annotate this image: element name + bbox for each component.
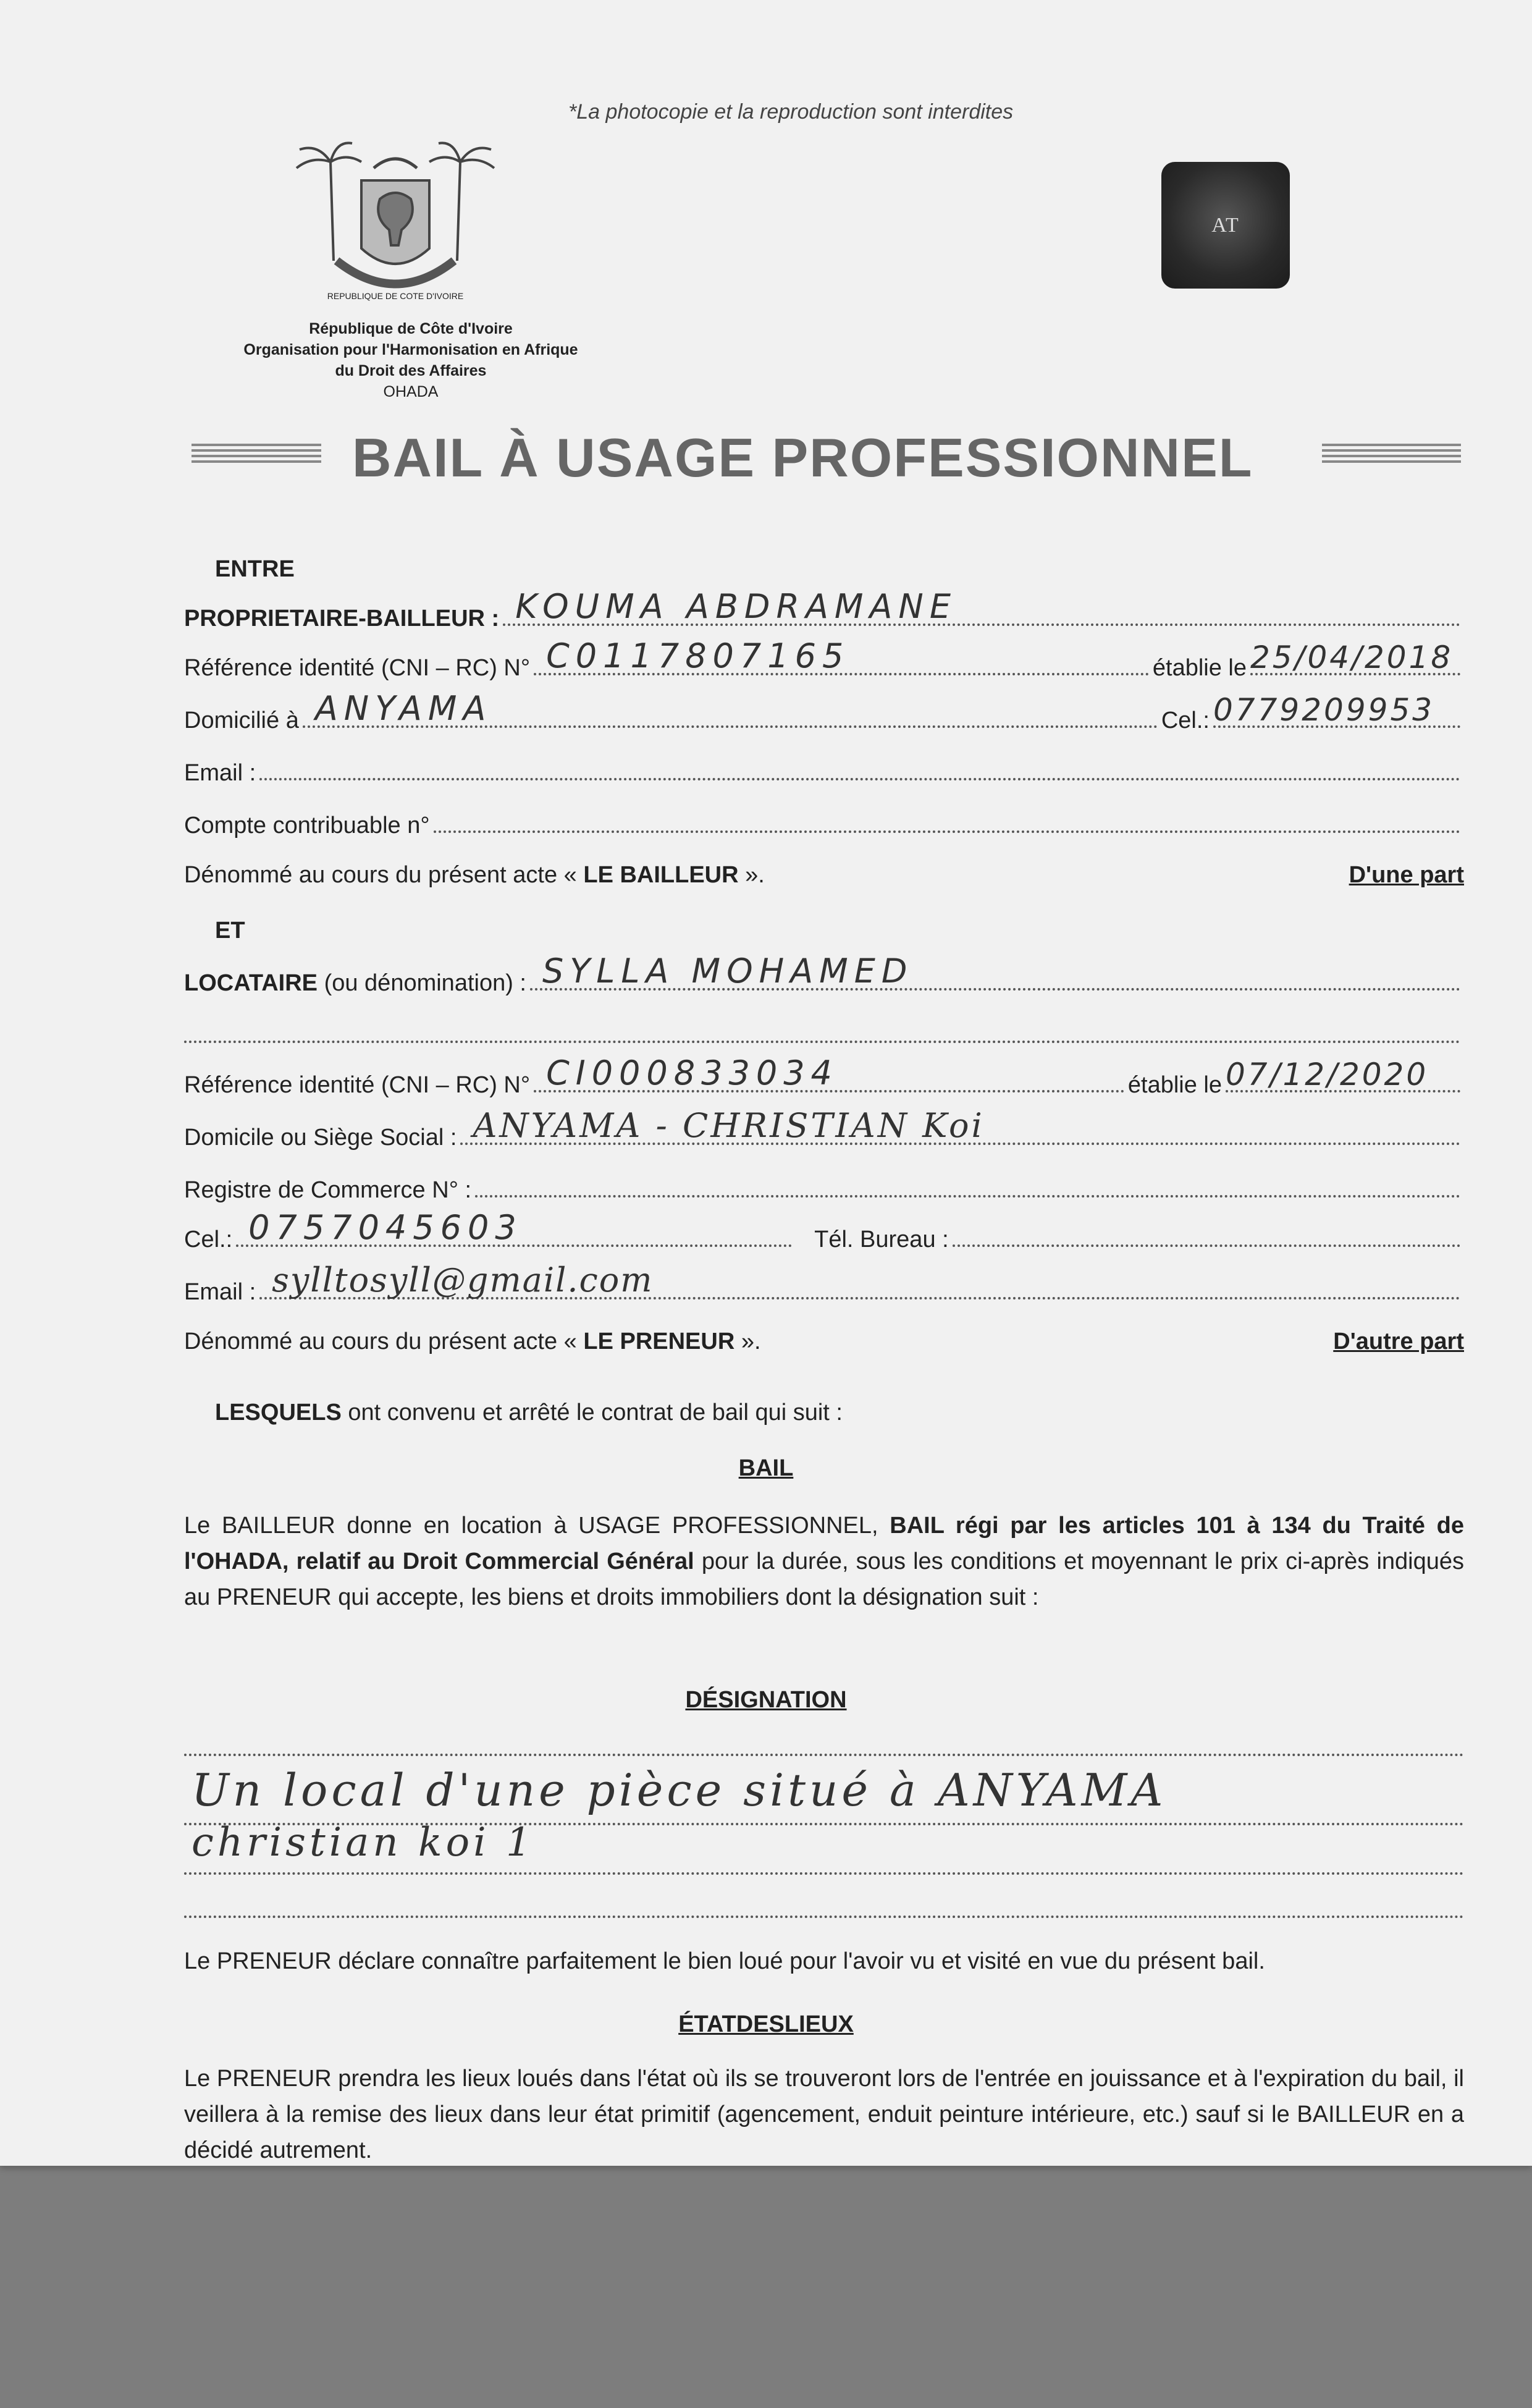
preneur-denomme-row xyxy=(184,1319,1464,1355)
preneur-ref-row xyxy=(184,1054,1464,1099)
org-line-organisation: Organisation pour l'Harmonisation en Afrique xyxy=(243,341,578,358)
et-label: ET xyxy=(215,918,245,944)
bailleur-compte-field xyxy=(434,830,1460,833)
bailleur-ref-field xyxy=(534,636,1149,675)
bailleur-email-label: Email : xyxy=(184,760,256,786)
bailleur-domicile-value: ANYAMA xyxy=(314,689,492,728)
preneur-label: LOCATAIRE (ou dénomination) : xyxy=(184,970,526,996)
preneur-domicile-label: Domicile ou Siège Social : xyxy=(184,1125,457,1151)
document-title: BAIL À USAGE PROFESSIONNEL xyxy=(352,427,1253,488)
bailleur-ref-label: Référence identité (CNI – RC) N° xyxy=(184,655,531,681)
bailleur-denomme-row xyxy=(184,853,1464,889)
preneur-registre-label: Registre de Commerce N° : xyxy=(184,1177,471,1203)
bailleur-name-row xyxy=(184,587,1464,632)
bailleur-cel-field xyxy=(1213,692,1460,728)
bailleur-cel-label: Cel.: xyxy=(1161,708,1210,733)
lesquels-line: LESQUELS ont convenu et arrêté le contrat de bail qui suit : xyxy=(215,1400,843,1426)
designation-dotline-3 xyxy=(184,1872,1464,1875)
bailleur-compte-row xyxy=(184,803,1464,839)
etat-des-lieux-paragraph: Le PRENEUR prendra les lieux loués dans l'état où ils se trouveront lors de l'entrée en jouissance et à l'expiration du bail, il veillera à la remise des lieux dans leur état primitif (agencement, enduit peinture intérieure, etc.) sauf si le BAILLEUR en a décidé autrement. xyxy=(184,2066,1464,2163)
bailleur-domicile-label: Domicilié à xyxy=(184,708,299,733)
preneur-email-row xyxy=(184,1261,1464,1306)
preneur-ref-value: CI000833034 xyxy=(546,1054,838,1092)
fiscal-stamp xyxy=(1161,162,1290,289)
preneur-etablie-value: 07/12/2020 xyxy=(1226,1057,1429,1092)
bailleur-etablie-value: 25/04/2018 xyxy=(1250,640,1454,675)
preneur-email-field xyxy=(259,1261,1460,1299)
bailleur-name-value: KOUMA ABDRAMANE xyxy=(515,587,957,626)
bailleur-ref-value: C0117807165 xyxy=(546,636,850,675)
bailleur-cel-value: 0779209953 xyxy=(1213,692,1435,728)
title-decoration-left xyxy=(192,444,321,463)
bailleur-etablie-field xyxy=(1250,640,1460,675)
title-decoration-right xyxy=(1322,444,1461,463)
org-line-republic: République de Côte d'Ivoire xyxy=(309,320,513,337)
preneur-domicile-field xyxy=(460,1106,1460,1145)
bail-heading: BAIL xyxy=(738,1455,794,1481)
preneur-name-row xyxy=(184,952,1464,997)
emblem-banner-text: REPUBLIQUE DE COTE D'IVOIRE xyxy=(327,291,464,301)
bailleur-denomme-text: Dénommé au cours du présent acte « LE BAILLEUR ». xyxy=(184,862,765,888)
preneur-tel-label: Tél. Bureau : xyxy=(814,1227,949,1253)
preneur-cel-label: Cel.: xyxy=(184,1227,233,1253)
preneur-domicile-row xyxy=(184,1106,1464,1151)
designation-handwritten-line-1: Un local d'une pièce situé à ANYAMA xyxy=(192,1764,1167,1816)
preneur-registre-row xyxy=(184,1168,1464,1204)
bailleur-part-label: D'une part xyxy=(1349,862,1464,888)
bailleur-domicile-field xyxy=(303,689,1158,728)
bailleur-email-row xyxy=(184,751,1464,787)
preneur-cel-row xyxy=(184,1208,1464,1253)
bailleur-label: PROPRIETAIRE-BAILLEUR : xyxy=(184,606,500,632)
org-line-ohada: OHADA xyxy=(383,383,439,400)
bailleur-compte-label: Compte contribuable n° xyxy=(184,813,430,839)
preneur-denomme-text: Dénommé au cours du présent acte « LE PRENEUR ». xyxy=(184,1329,761,1354)
designation-dotline-4 xyxy=(184,1916,1464,1918)
designation-heading: DÉSIGNATION xyxy=(685,1687,847,1713)
preneur-ref-field xyxy=(534,1054,1124,1092)
bailleur-name-field xyxy=(503,587,1460,626)
preneur-name-continuation-field xyxy=(184,1041,1460,1043)
preneur-cel-value: 0757045603 xyxy=(248,1208,523,1247)
designation-dotline-1 xyxy=(184,1754,1464,1756)
org-line-droit: du Droit des Affaires xyxy=(335,362,487,379)
preneur-domicile-value: ANYAMA - CHRISTIAN Koi xyxy=(473,1106,985,1145)
preneur-etablie-field xyxy=(1226,1057,1460,1092)
preneur-declare-text: Le PRENEUR déclare connaître parfaitement le bien loué pour l'avoir vu et visité en vue du présent bail. xyxy=(184,1948,1265,1974)
preneur-part-label: D'autre part xyxy=(1333,1329,1464,1354)
preneur-cel-field xyxy=(236,1208,792,1247)
fiscal-stamp-text: AT xyxy=(1211,213,1240,237)
coat-of-arms-emblem xyxy=(293,137,497,326)
preneur-ref-label: Référence identité (CNI – RC) N° xyxy=(184,1072,531,1098)
bailleur-ref-row xyxy=(184,636,1464,682)
preneur-name-value: SYLLA MOHAMED xyxy=(542,952,914,991)
preneur-name-field xyxy=(530,952,1460,991)
copy-notice: *La photocopie et la reproduction sont interdites xyxy=(568,100,1014,124)
preneur-registre-field xyxy=(475,1195,1460,1198)
bailleur-domicile-row xyxy=(184,689,1464,734)
bail-paragraph: Le BAILLEUR donne en location à USAGE PROFESSIONNEL, BAIL régi par les articles 101 à 134 du Traité de l'OHADA, relatif au Droit Commercial Général pour la durée, sous les conditions et moyennant le prix ci-après indiqués au PRENEUR qui accepte, les biens et droits immobiliers dont la désignation suit : xyxy=(184,1513,1464,1610)
designation-handwritten-line-2: christian koi 1 xyxy=(192,1820,535,1865)
preneur-name-continuation-row xyxy=(184,1013,1464,1049)
preneur-email-value: sylltosyll@gmail.com xyxy=(272,1261,654,1299)
preneur-etablie-label: établie le xyxy=(1127,1072,1222,1098)
etat-des-lieux-heading: ÉTATDESLIEUX xyxy=(678,2011,854,2037)
preneur-email-label: Email : xyxy=(184,1279,256,1305)
preneur-tel-field xyxy=(953,1244,1460,1247)
bailleur-etablie-label: établie le xyxy=(1152,655,1247,681)
entre-label: ENTRE xyxy=(215,556,295,582)
organization-block xyxy=(204,318,618,402)
bailleur-email-field xyxy=(259,778,1460,780)
